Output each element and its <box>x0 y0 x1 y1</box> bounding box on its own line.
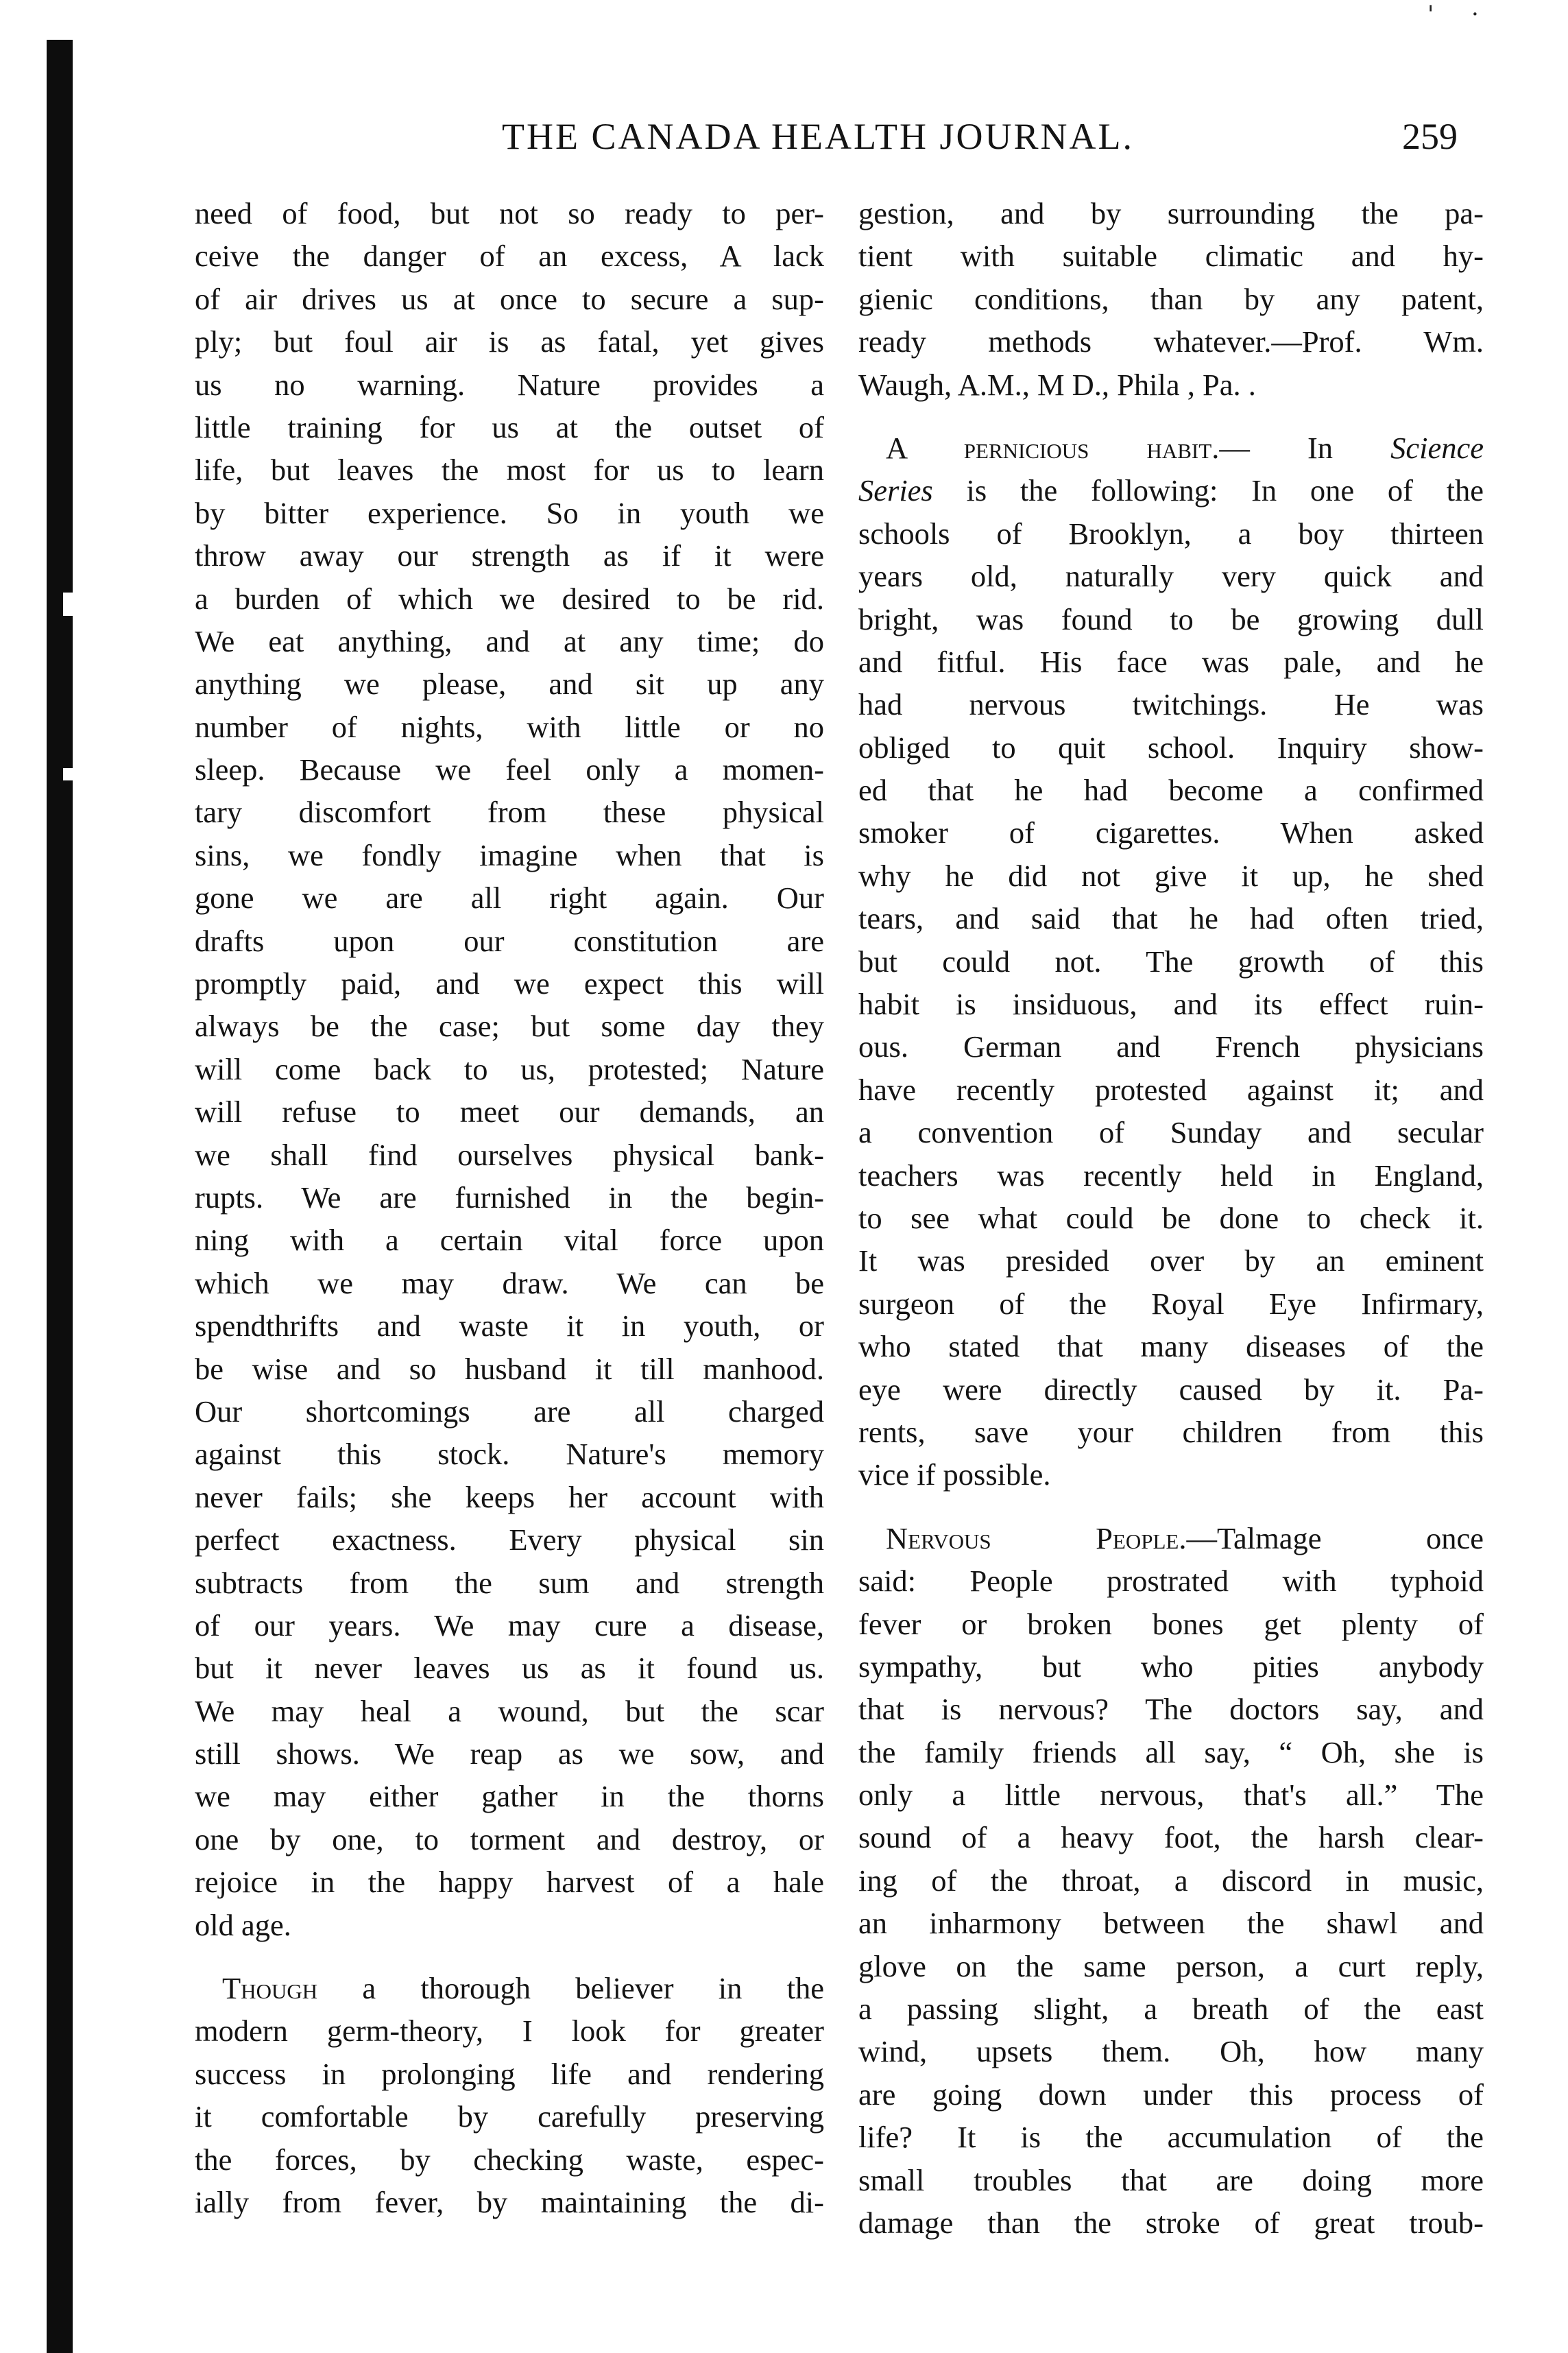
text-line: one by one, to torment and destroy, or <box>195 1822 824 1856</box>
text-line: We may heal a wound, but the scar <box>195 1693 824 1728</box>
article-pernicious-habit <box>858 427 1484 1496</box>
text-line: ially from fever, by maintaining the di- <box>195 2184 824 2219</box>
text-line: glove on the same person, a curt reply, <box>858 1948 1484 1983</box>
text-line: tears, and said that he had often tried, <box>858 901 1484 936</box>
text-line: who stated that many diseases of the <box>858 1329 1484 1364</box>
text-run: is the following: In one of the <box>932 473 1484 508</box>
text-line: be wise and so husband it till manhood. <box>195 1351 824 1386</box>
text-line: ous. German and French physicians <box>858 1029 1484 1064</box>
text-line: us no warning. Nature provides a <box>195 367 824 402</box>
paragraph-diet-and-health <box>195 192 824 1946</box>
text-line: an inharmony between the shawl and <box>858 1906 1484 1941</box>
text-line: which we may draw. We can be <box>195 1265 824 1300</box>
heading-dash: — In <box>1219 430 1391 465</box>
text-line: years old, naturally very quick and <box>858 559 1484 594</box>
text-line: promptly paid, and we expect this will <box>195 966 824 1001</box>
text-line: We eat anything, and at any time; do <box>195 623 824 658</box>
journal-title: THE CANADA HEALTH JOURNAL. <box>502 116 1134 157</box>
text-line: by bitter experience. So in youth we <box>195 495 824 530</box>
text-line: Our shortcomings are all charged <box>195 1394 824 1429</box>
text-line: the forces, by checking waste, espec- <box>195 2142 824 2177</box>
text-line: damage than the stroke of great troub- <box>858 2205 1484 2240</box>
text-line: number of nights, with little or no <box>195 709 824 744</box>
paragraph-gap <box>858 1496 1484 1517</box>
binding-edge-notch <box>63 593 73 616</box>
text-line: tary discomfort from these physical <box>195 795 824 830</box>
paragraph-germ-theory-continued <box>858 192 1484 406</box>
running-header <box>0 115 1568 184</box>
text-line: bright, was found to be growing dull <box>858 601 1484 636</box>
text-line: obliged to quit school. Inquiry show- <box>858 730 1484 765</box>
print-speck: ' <box>1427 1 1434 28</box>
text-line: of air drives us at once to secure a sup- <box>195 281 824 316</box>
text-line: Waugh, A.M., M D., Phila , Pa. . <box>858 367 1256 402</box>
text-line: perfect exactness. Every physical sin <box>195 1522 824 1557</box>
text-line: but it never leaves us as it found us. <box>195 1651 824 1686</box>
text-line: will refuse to meet our demands, an <box>195 1095 824 1130</box>
text-line: old age. <box>195 1907 291 1942</box>
binding-edge-notch <box>63 768 73 780</box>
print-speck: · <box>1471 1 1479 28</box>
text-line: modern germ-theory, I look for greater <box>195 2014 824 2049</box>
text-line: gestion, and by surrounding the pa- <box>858 196 1484 230</box>
text-line: wind, upsets them. Oh, how many <box>858 2034 1484 2069</box>
text-line: why he did not give it up, he shed <box>858 858 1484 893</box>
right-column <box>858 192 1484 2244</box>
text-line: are going down under this process of <box>858 2077 1484 2112</box>
text-line: small troubles that are doing more <box>858 2162 1484 2197</box>
paragraph-gap <box>195 1946 824 1967</box>
text-line: ply; but foul air is as fatal, yet gives <box>195 324 824 359</box>
text-line: to see what could be done to check it. <box>858 1200 1484 1235</box>
text-line: rupts. We are furnished in the begin- <box>195 1180 824 1215</box>
text-line: fever or broken bones get plenty of <box>858 1606 1484 1641</box>
text-line: ceive the danger of an excess, A lack <box>195 239 824 274</box>
text-line: It was presided over by an eminent <box>858 1243 1484 1278</box>
text-line: surgeon of the Royal Eye Infirmary, <box>858 1286 1484 1321</box>
text-line: gone we are all right again. Our <box>195 881 824 916</box>
text-line: we may either gather in the thorns <box>195 1779 824 1814</box>
text-line: against this stock. Nature's memory <box>195 1437 824 1472</box>
paragraph-lines <box>195 2009 824 2223</box>
article-nervous-people <box>858 1517 1484 2245</box>
text-line: habit is insiduous, and its effect ruin- <box>858 987 1484 1022</box>
text-line <box>858 1517 1484 1560</box>
text-line: smoker of cigarettes. When asked <box>858 815 1484 850</box>
text-line: the family friends all say, “ Oh, she is <box>858 1734 1484 1769</box>
text-line: schools of Brooklyn, a boy thirteen <box>858 516 1484 551</box>
text-line: spendthrifts and waste it in youth, or <box>195 1309 824 1343</box>
text-line: need of food, but not so ready to per- <box>195 196 824 230</box>
page-number: 259 <box>1402 116 1458 157</box>
text-line: throw away our strength as if it were <box>195 538 824 573</box>
text-line: ed that he had become a confirmed <box>858 773 1484 808</box>
text-line: anything we please, and sit up any <box>195 667 824 702</box>
text-line: never fails; she keeps her account with <box>195 1479 824 1514</box>
text-line: life, but leaves the most for us to learn <box>195 453 824 488</box>
text-line: rents, save your children from this <box>858 1414 1484 1449</box>
text-line: ready methods whatever.—Prof. Wm. <box>858 324 1484 359</box>
text-line: had nervous twitchings. He was <box>858 687 1484 722</box>
source-title: Science <box>1390 430 1484 465</box>
text-line: eye were directly caused by it. Pa- <box>858 1372 1484 1407</box>
article-heading: Nervous People. <box>886 1520 1187 1555</box>
text-line: subtracts from the sum and strength <box>195 1565 824 1600</box>
source-title: Series <box>858 473 933 508</box>
text-line: have recently protested against it; and <box>858 1072 1484 1107</box>
run-in-lead: Though <box>222 1971 318 2006</box>
text-line: ning with a certain vital force upon <box>195 1223 824 1258</box>
text-line: vice if possible. <box>858 1457 1051 1492</box>
text-line: rejoice in the happy harvest of a hale <box>195 1865 824 1900</box>
text-line: a burden of which we desired to be rid. <box>195 581 824 616</box>
text-run: a thorough believer in the <box>317 1971 824 2006</box>
text-line <box>195 1967 824 2009</box>
text-line: life? It is the accumulation of the <box>858 2120 1484 2155</box>
text-line <box>858 469 1484 512</box>
paragraph-germ-theory <box>195 1967 824 2223</box>
text-line <box>858 427 1484 469</box>
text-line: but could not. The growth of this <box>858 944 1484 979</box>
text-line: that is nervous? The doctors say, and <box>858 1692 1484 1727</box>
paragraph-gap <box>858 406 1484 427</box>
text-line: we shall find ourselves physical bank- <box>195 1137 824 1172</box>
text-line: will come back to us, protested; Nature <box>195 1051 824 1086</box>
text-line: only a little nervous, that's all.” The <box>858 1778 1484 1813</box>
text-run: —Talmage once <box>1186 1520 1484 1555</box>
paragraph-lines <box>858 512 1484 1496</box>
text-line: tient with suitable climatic and hy- <box>858 239 1484 274</box>
text-line: success in prolonging life and rendering <box>195 2056 824 2091</box>
text-line: little training for us at the outset of <box>195 409 824 444</box>
binding-edge <box>47 40 73 2353</box>
text-line: sympathy, but who pities anybody <box>858 1649 1484 1684</box>
text-line: always be the case; but some day they <box>195 1009 824 1044</box>
text-line: it comfortable by carefully preserving <box>195 2099 824 2134</box>
text-line: drafts upon our constitution are <box>195 923 824 958</box>
paragraph-lines <box>858 1560 1484 2244</box>
text-line: still shows. We reap as we sow, and <box>195 1736 824 1771</box>
article-heading: A pernicious habit. <box>886 430 1220 465</box>
text-line: sleep. Because we feel only a momen- <box>195 752 824 787</box>
text-line: ing of the throat, a discord in music, <box>858 1863 1484 1898</box>
text-line: gienic conditions, than by any patent, <box>858 281 1484 316</box>
text-line: teachers was recently held in England, <box>858 1158 1484 1193</box>
text-line: sound of a heavy foot, the harsh clear- <box>858 1820 1484 1855</box>
text-line: a passing slight, a breath of the east <box>858 1992 1484 2027</box>
text-line: said: People prostrated with typhoid <box>858 1564 1484 1599</box>
text-line: and fitful. His face was pale, and he <box>858 644 1484 679</box>
left-column <box>195 192 824 2223</box>
text-line: sins, we fondly imagine when that is <box>195 837 824 872</box>
text-line: of our years. We may cure a disease, <box>195 1608 824 1643</box>
text-line: a convention of Sunday and secular <box>858 1115 1484 1150</box>
